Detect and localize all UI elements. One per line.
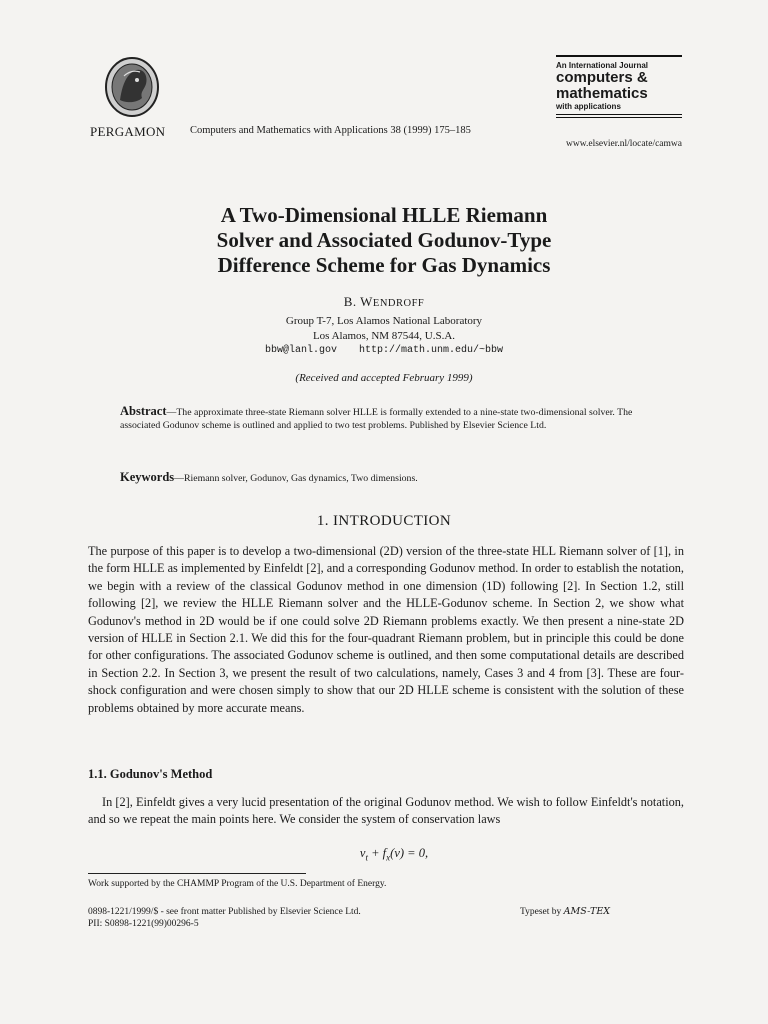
typeset-prefix: Typeset by — [520, 907, 564, 917]
issn-line: 0898-1221/1999/$ - see front matter Published by Elsevier Science Ltd. — [88, 907, 361, 917]
publication-info — [88, 906, 361, 930]
conservation-law-equation: $v_t + f_x(v) = 0$, — [359, 846, 429, 863]
title-line: Solver and Associated Godunov-Type — [216, 228, 552, 252]
typeset-system: AMS-TEX — [563, 906, 611, 917]
journal-brand — [556, 55, 682, 118]
abstract — [120, 405, 650, 432]
title-line: A Two-Dimensional HLLE Riemann — [220, 203, 548, 227]
title-line: Difference Scheme for Gas Dynamics — [217, 253, 551, 277]
journal-url[interactable]: www.elsevier.nl/locate/camwa — [566, 139, 682, 149]
author-name: B. WENDROFF — [343, 294, 425, 309]
paper-title — [0, 203, 768, 278]
author-email[interactable]: bbw@lanl.gov — [264, 345, 337, 356]
keywords-text: —Riemann solver, Godunov, Gas dynamics, Two dimensions. — [174, 473, 418, 484]
section-heading-introduction: 1. INTRODUCTION — [316, 513, 452, 529]
brand-line1: computers & — [556, 68, 648, 86]
brand-line2: mathematics — [556, 84, 648, 102]
pergamon-logo — [104, 56, 160, 118]
subsection-heading-godunov: 1.1. Godunov's Method — [88, 767, 213, 781]
introduction-paragraph: The purpose of this paper is to develop a two-dimensional (2D) version of the three-state HLL Riemann solver of [1], in the form HLLE as implemented by Einfeldt [2], and a corresponding Godunov method. In order to establish the notation, we begin with a review of the classical Godunov method in one dimension (1D) following [2]. In Section 1.2, still following [2], we review the HLLE Riemann solver and the HLLE-Godunov scheme. In Section 2, we show what Godunov's method in 2D would be if one could solve 2D Riemann problems exactly. We then present a nine-state 2D version of HLLE in Section 2.1. We did this for the four-quadrant Riemann problem, but in principle this could be done for other configurations. The associated Godunov scheme is outlined, and then some computational details are described in Section 2.2. In Section 3, we present the result of two calculations, namely, Cases 3 and 4 from [3]. These are four-shock configuration and were chosen simply to show that our 2D HLLE scheme is consistent with the solution of these problems obtained by more accurate means. — [88, 544, 684, 715]
keywords-label: Keywords — [120, 470, 175, 484]
affiliation-line: Group T-7, Los Alamos National Laboratory — [285, 315, 483, 327]
brand-rule-top — [556, 55, 682, 57]
typeset-note — [520, 906, 610, 917]
godunov-paragraph: In [2], Einfeldt gives a very lucid presentation of the original Godunov method. We wish to follow Einfeldt's notation, and so we repeat the main points here. We consider the system of conservation laws — [88, 795, 684, 827]
publisher-name: PERGAMON — [90, 124, 166, 139]
footnote-rule — [88, 873, 306, 874]
brand-rule-bottom — [556, 114, 682, 116]
contact-info — [0, 345, 768, 356]
received-date: (Received and accepted February 1999) — [295, 372, 473, 384]
abstract-label: Abstract — [120, 404, 167, 418]
author-website[interactable]: http://math.unm.edu/~bbw — [358, 345, 504, 356]
brand-line3: with applications — [556, 101, 621, 111]
journal-citation: Computers and Mathematics with Applications 38 (1999) 175–185 — [190, 125, 471, 136]
abstract-text: —The approximate three-state Riemann solver HLLE is formally extended to a nine-state two-dimensional solver. The associated Godunov scheme is outlined and applied to two test problems. Published by Elsevier Science Ltd. — [120, 407, 633, 431]
brand-intl: An International Journal — [556, 60, 649, 70]
affiliation-line: Los Alamos, NM 87544, U.S.A. — [312, 330, 456, 342]
pii-line: PII: S0898-1221(99)00296-5 — [88, 919, 199, 929]
brand-rule-bottom2 — [556, 117, 682, 118]
footnote: Work supported by the CHAMMP Program of the U.S. Department of Energy. — [88, 879, 387, 889]
keywords — [120, 470, 650, 485]
